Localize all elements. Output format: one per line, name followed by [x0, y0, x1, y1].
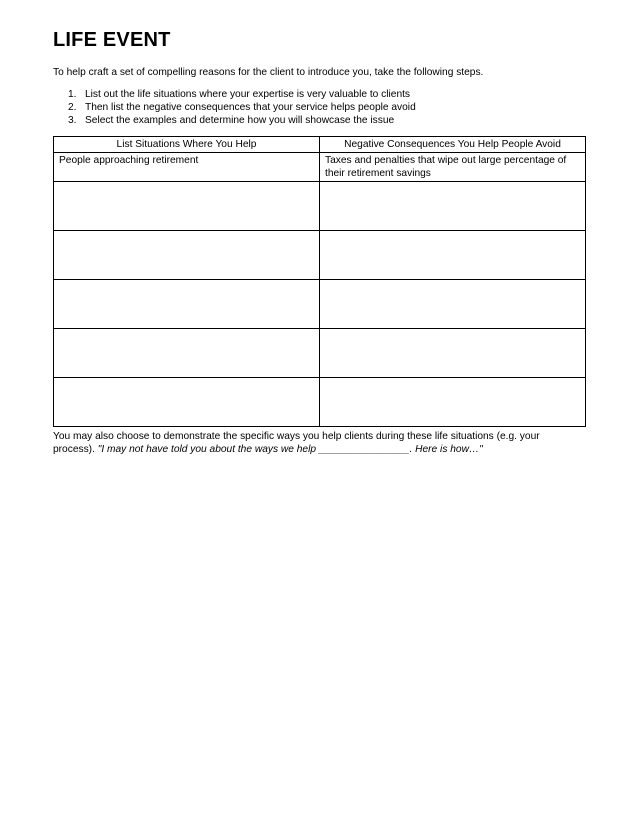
table-cell[interactable]	[54, 280, 320, 329]
step-number: 2.	[68, 102, 77, 113]
list-item	[68, 114, 416, 127]
table-cell[interactable]	[320, 182, 586, 231]
table-cell[interactable]: Taxes and penalties that wipe out large percentage of their retirement savings	[320, 153, 586, 182]
table-cell[interactable]	[320, 378, 586, 427]
intro-text: To help craft a set of compelling reasons for the client to introduce you, take the following steps.	[53, 67, 484, 78]
column-header-consequences: Negative Consequences You Help People Avoid	[320, 137, 586, 153]
column-header-situations: List Situations Where You Help	[54, 137, 320, 153]
closing-text: You may also choose to demonstrate the specific ways you help clients during these life situations (e.g. your process).	[53, 431, 540, 455]
step-text: Then list the negative consequences that your service helps people avoid	[85, 102, 416, 113]
step-number: 3.	[68, 115, 77, 126]
step-text: Select the examples and determine how you will showcase the issue	[85, 115, 395, 126]
step-text: List out the life situations where your expertise is very valuable to clients	[85, 89, 411, 100]
table-cell[interactable]	[54, 231, 320, 280]
page-title: LIFE EVENT	[53, 29, 171, 51]
table-row	[54, 182, 586, 231]
table-cell[interactable]	[54, 329, 320, 378]
table-row	[54, 378, 586, 427]
table-cell[interactable]	[54, 378, 320, 427]
steps-list	[68, 88, 416, 127]
life-events-table	[53, 136, 586, 427]
list-item	[68, 101, 416, 114]
table-row	[54, 153, 586, 182]
table-row	[54, 280, 586, 329]
table-row	[54, 231, 586, 280]
table-row	[54, 329, 586, 378]
closing-paragraph	[53, 430, 583, 456]
list-item	[68, 88, 416, 101]
table-cell[interactable]	[54, 182, 320, 231]
table-cell[interactable]	[320, 231, 586, 280]
closing-quote: "I may not have told you about the ways we help ________________. Here is how…"	[97, 444, 483, 455]
step-number: 1.	[68, 89, 77, 100]
table-cell[interactable]	[320, 329, 586, 378]
table-cell[interactable]	[320, 280, 586, 329]
table-header-row	[54, 137, 586, 153]
table-cell[interactable]: People approaching retirement	[54, 153, 320, 182]
